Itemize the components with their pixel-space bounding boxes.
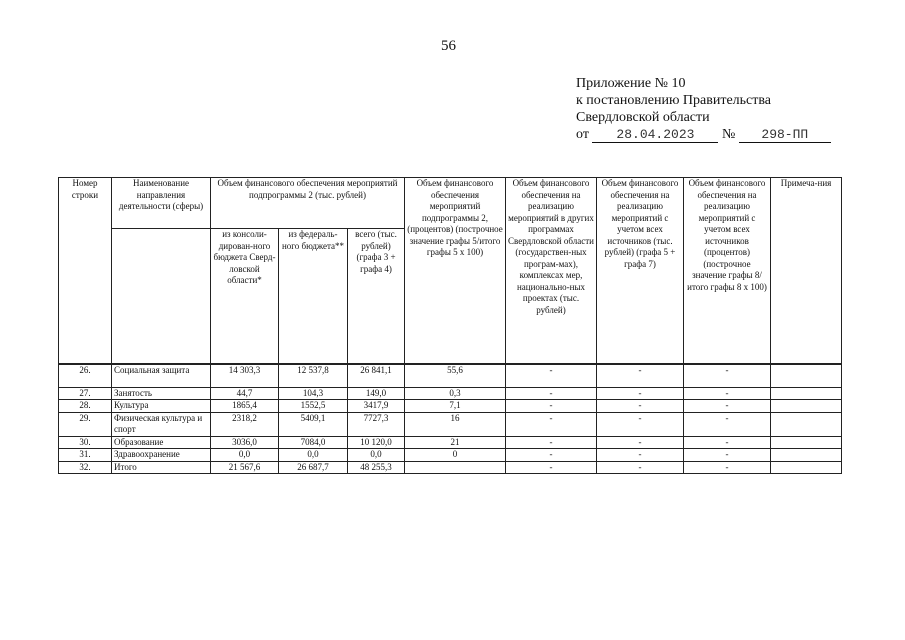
row-name: Образование bbox=[112, 436, 211, 449]
header-total: всего (тыс. рублей) (графа 3 + графа 4) bbox=[348, 229, 405, 365]
row-total: 48 255,3 bbox=[348, 461, 405, 474]
row-name: Здравоохранение bbox=[112, 449, 211, 462]
row-other-programs: - bbox=[506, 387, 597, 400]
row-all-sources: - bbox=[597, 387, 684, 400]
row-consolidated: 14 303,3 bbox=[211, 364, 279, 387]
row-number: 26. bbox=[59, 364, 112, 387]
row-all-sources: - bbox=[597, 364, 684, 387]
row-note bbox=[771, 461, 842, 474]
row-number: 30. bbox=[59, 436, 112, 449]
row-number: 31. bbox=[59, 449, 112, 462]
header-all-sources-percent: Объем финансового обеспечения на реализацию мероприятий с учетом всех источников (процентов) (построчное значение графы 8/итого графы 8 х 100) bbox=[684, 178, 771, 365]
page-number: 56 bbox=[441, 38, 456, 54]
row-note bbox=[771, 436, 842, 449]
row-number: 28. bbox=[59, 400, 112, 413]
row-other-programs: - bbox=[506, 412, 597, 436]
header-federal-budget: из федераль-ного бюджета** bbox=[279, 229, 348, 365]
row-total: 0,0 bbox=[348, 449, 405, 462]
row-federal: 26 687,7 bbox=[279, 461, 348, 474]
header-subprogram-percent: Объем финансового обеспечения мероприятий подпрограммы 2, (процентов) (построчное значение графы 5/итого графы 5 х 100) bbox=[405, 178, 506, 365]
row-consolidated: 3036,0 bbox=[211, 436, 279, 449]
header-row-top bbox=[59, 178, 842, 229]
row-note bbox=[771, 412, 842, 436]
row-federal: 12 537,8 bbox=[279, 364, 348, 387]
row-note bbox=[771, 387, 842, 400]
row-percent: 55,6 bbox=[405, 364, 506, 387]
row-note bbox=[771, 364, 842, 387]
row-all-sources: - bbox=[597, 400, 684, 413]
row-all-percent: - bbox=[684, 449, 771, 462]
header-note: Примеча-ния bbox=[771, 178, 842, 365]
row-number: 32. bbox=[59, 461, 112, 474]
row-other-programs: - bbox=[506, 461, 597, 474]
header-consolidated-budget: из консоли-дирован-ного бюджета Сверд-ловской области* bbox=[211, 229, 279, 365]
row-federal: 5409,1 bbox=[279, 412, 348, 436]
appendix-header bbox=[576, 75, 876, 143]
row-all-percent: - bbox=[684, 364, 771, 387]
appendix-region: Свердловской области bbox=[576, 110, 710, 125]
row-name: Физическая культура и спорт bbox=[112, 412, 211, 436]
table-row bbox=[59, 436, 842, 449]
row-consolidated: 0,0 bbox=[211, 449, 279, 462]
row-all-percent: - bbox=[684, 436, 771, 449]
table-row bbox=[59, 364, 842, 387]
row-consolidated: 44,7 bbox=[211, 387, 279, 400]
date-prefix: от bbox=[576, 127, 589, 142]
row-consolidated: 1865,4 bbox=[211, 400, 279, 413]
row-consolidated: 21 567,6 bbox=[211, 461, 279, 474]
number-prefix: № bbox=[721, 127, 736, 142]
funding-table bbox=[58, 177, 842, 474]
row-other-programs: - bbox=[506, 400, 597, 413]
row-percent: 7,1 bbox=[405, 400, 506, 413]
row-federal: 104,3 bbox=[279, 387, 348, 400]
row-all-percent: - bbox=[684, 387, 771, 400]
row-total: 10 120,0 bbox=[348, 436, 405, 449]
appendix-title: Приложение № 10 bbox=[576, 76, 686, 91]
table-row bbox=[59, 449, 842, 462]
header-other-programs: Объем финансового обеспечения на реализацию мероприятий в других программах Свердловской области (государствен-ных програм-мах), комплексах мер, национально-ных проектах (тыс. рублей) bbox=[506, 178, 597, 365]
row-number: 27. bbox=[59, 387, 112, 400]
row-all-sources: - bbox=[597, 412, 684, 436]
row-total: 7727,3 bbox=[348, 412, 405, 436]
row-note bbox=[771, 449, 842, 462]
row-all-percent: - bbox=[684, 400, 771, 413]
row-note bbox=[771, 400, 842, 413]
row-all-sources: - bbox=[597, 436, 684, 449]
appendix-subtitle: к постановлению Правительства bbox=[576, 93, 772, 108]
row-name: Культура bbox=[112, 400, 211, 413]
row-other-programs: - bbox=[506, 364, 597, 387]
table-row bbox=[59, 412, 842, 436]
row-consolidated: 2318,2 bbox=[211, 412, 279, 436]
table-row bbox=[59, 400, 842, 413]
table-row bbox=[59, 387, 842, 400]
row-total: 26 841,1 bbox=[348, 364, 405, 387]
row-name: Занятость bbox=[112, 387, 211, 400]
row-name: Итого bbox=[112, 461, 211, 474]
header-all-sources: Объем финансового обеспечения на реализацию мероприятий с учетом всех источников (тыс. рублей) (графа 5 + графа 7) bbox=[597, 178, 684, 365]
row-federal: 1552,5 bbox=[279, 400, 348, 413]
row-total: 3417,9 bbox=[348, 400, 405, 413]
row-name: Социальная защита bbox=[112, 364, 211, 387]
row-other-programs: - bbox=[506, 449, 597, 462]
row-all-sources: - bbox=[597, 449, 684, 462]
decree-number: 298-ПП bbox=[739, 128, 831, 143]
row-number: 29. bbox=[59, 412, 112, 436]
row-other-programs: - bbox=[506, 436, 597, 449]
row-federal: 0,0 bbox=[279, 449, 348, 462]
row-percent: 0,3 bbox=[405, 387, 506, 400]
row-all-sources: - bbox=[597, 461, 684, 474]
decree-date: 28.04.2023 bbox=[592, 128, 718, 143]
header-direction-name-empty bbox=[112, 229, 211, 365]
header-row-number: Номер строки bbox=[59, 178, 112, 365]
header-direction-name: Наименование направления деятельности (сферы) bbox=[112, 178, 211, 229]
row-percent: 0 bbox=[405, 449, 506, 462]
table-row-total bbox=[59, 461, 842, 474]
row-all-percent: - bbox=[684, 412, 771, 436]
row-total: 149,0 bbox=[348, 387, 405, 400]
row-all-percent: - bbox=[684, 461, 771, 474]
appendix-date-line bbox=[576, 126, 876, 143]
header-subprogram-volume: Объем финансового обеспечения мероприятий подпрограммы 2 (тыс. рублей) bbox=[211, 178, 405, 229]
row-percent bbox=[405, 461, 506, 474]
row-federal: 7084,0 bbox=[279, 436, 348, 449]
row-percent: 21 bbox=[405, 436, 506, 449]
row-percent: 16 bbox=[405, 412, 506, 436]
